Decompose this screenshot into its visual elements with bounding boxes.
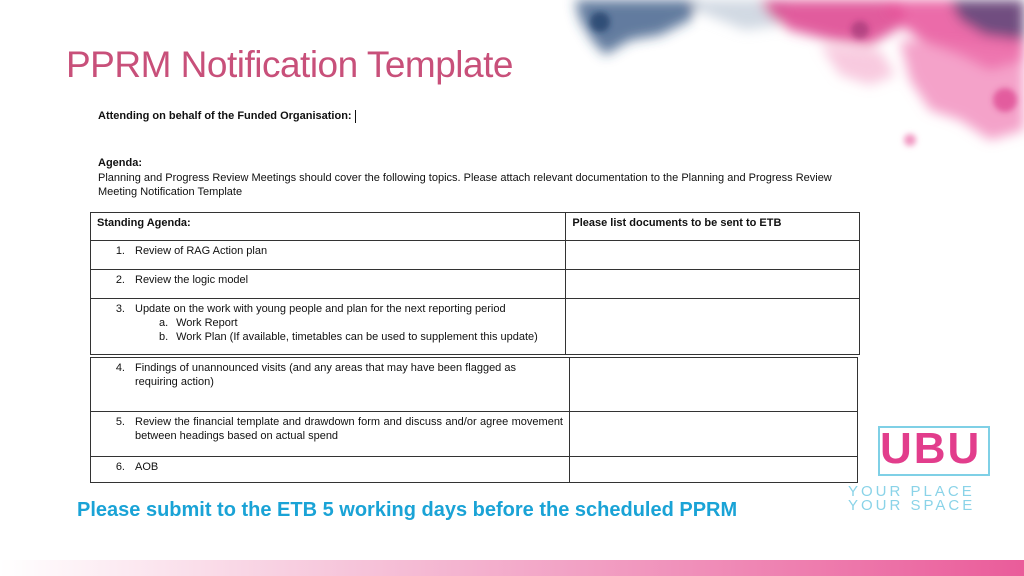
agenda-description: Planning and Progress Review Meetings should cover the following topics. Please attach relevant documentation to the Planning and Progress Review Meeting Notification Template: [98, 172, 832, 198]
table-row: [91, 241, 860, 270]
agenda-item: [91, 270, 566, 299]
item-text: Review of RAG Action plan: [135, 245, 268, 257]
bottom-gradient-bar: [0, 560, 1024, 576]
agenda-heading: Agenda:: [98, 157, 142, 169]
column-header-standing-agenda: Standing Agenda:: [91, 213, 566, 241]
standing-agenda-table: [90, 212, 860, 355]
documents-cell[interactable]: [566, 270, 860, 299]
attending-label: Attending on behalf of the Funded Organisation:: [98, 110, 352, 122]
item-number: 2.: [115, 274, 125, 286]
agenda-item: [91, 358, 570, 412]
documents-cell[interactable]: [570, 358, 858, 412]
sub-item-letter: b.: [159, 331, 169, 343]
item-number: 3.: [115, 303, 125, 315]
table-row: [91, 270, 860, 299]
text-cursor: [355, 110, 356, 123]
agenda-item: [91, 299, 566, 355]
documents-cell[interactable]: [570, 412, 858, 457]
sub-item: [97, 330, 559, 344]
documents-cell[interactable]: [570, 457, 858, 483]
table-row: [91, 299, 860, 355]
item-number: 1.: [115, 245, 125, 257]
item-text: AOB: [135, 461, 159, 473]
item-text: Review the financial template and drawdown form and discuss and/or agree movement between headings based on actual spend: [135, 416, 563, 442]
submit-note: Please submit to the ETB 5 working days before the scheduled PPRM: [77, 499, 738, 521]
item-number: 5.: [115, 416, 125, 428]
item-text: Update on the work with young people and plan for the next reporting period: [135, 303, 506, 315]
column-header-documents: Please list documents to be sent to ETB: [566, 213, 860, 241]
sub-item-text: Work Report: [176, 317, 238, 329]
logo-mark: UBU: [880, 424, 982, 473]
item-text: Review the logic model: [135, 274, 249, 286]
item-text: Findings of unannounced visits (and any areas that may have been flagged as requiring action): [135, 362, 516, 388]
item-number: 6.: [115, 461, 125, 473]
ubu-logo: [848, 424, 990, 518]
standing-agenda-table-continued: [90, 357, 858, 483]
agenda-item: [91, 412, 570, 457]
sub-item: [97, 316, 559, 330]
table-row: [91, 358, 858, 412]
item-number: 4.: [115, 362, 125, 374]
page-title: PPRM Notification Template: [66, 44, 513, 85]
table-row: [91, 412, 858, 457]
agenda-item: [91, 457, 570, 483]
agenda-item: [91, 241, 566, 270]
sub-item-text: Work Plan (If available, timetables can be used to supplement this update): [176, 331, 538, 343]
sub-item-letter: a.: [159, 317, 169, 329]
logo-tagline-1: YOUR PLACE: [848, 483, 975, 500]
attending-line: [98, 109, 356, 123]
table-header-row: [91, 213, 860, 241]
documents-cell[interactable]: [566, 241, 860, 270]
logo-tagline-2: YOUR SPACE: [848, 497, 976, 514]
documents-cell[interactable]: [566, 299, 860, 355]
table-row: [91, 457, 858, 483]
